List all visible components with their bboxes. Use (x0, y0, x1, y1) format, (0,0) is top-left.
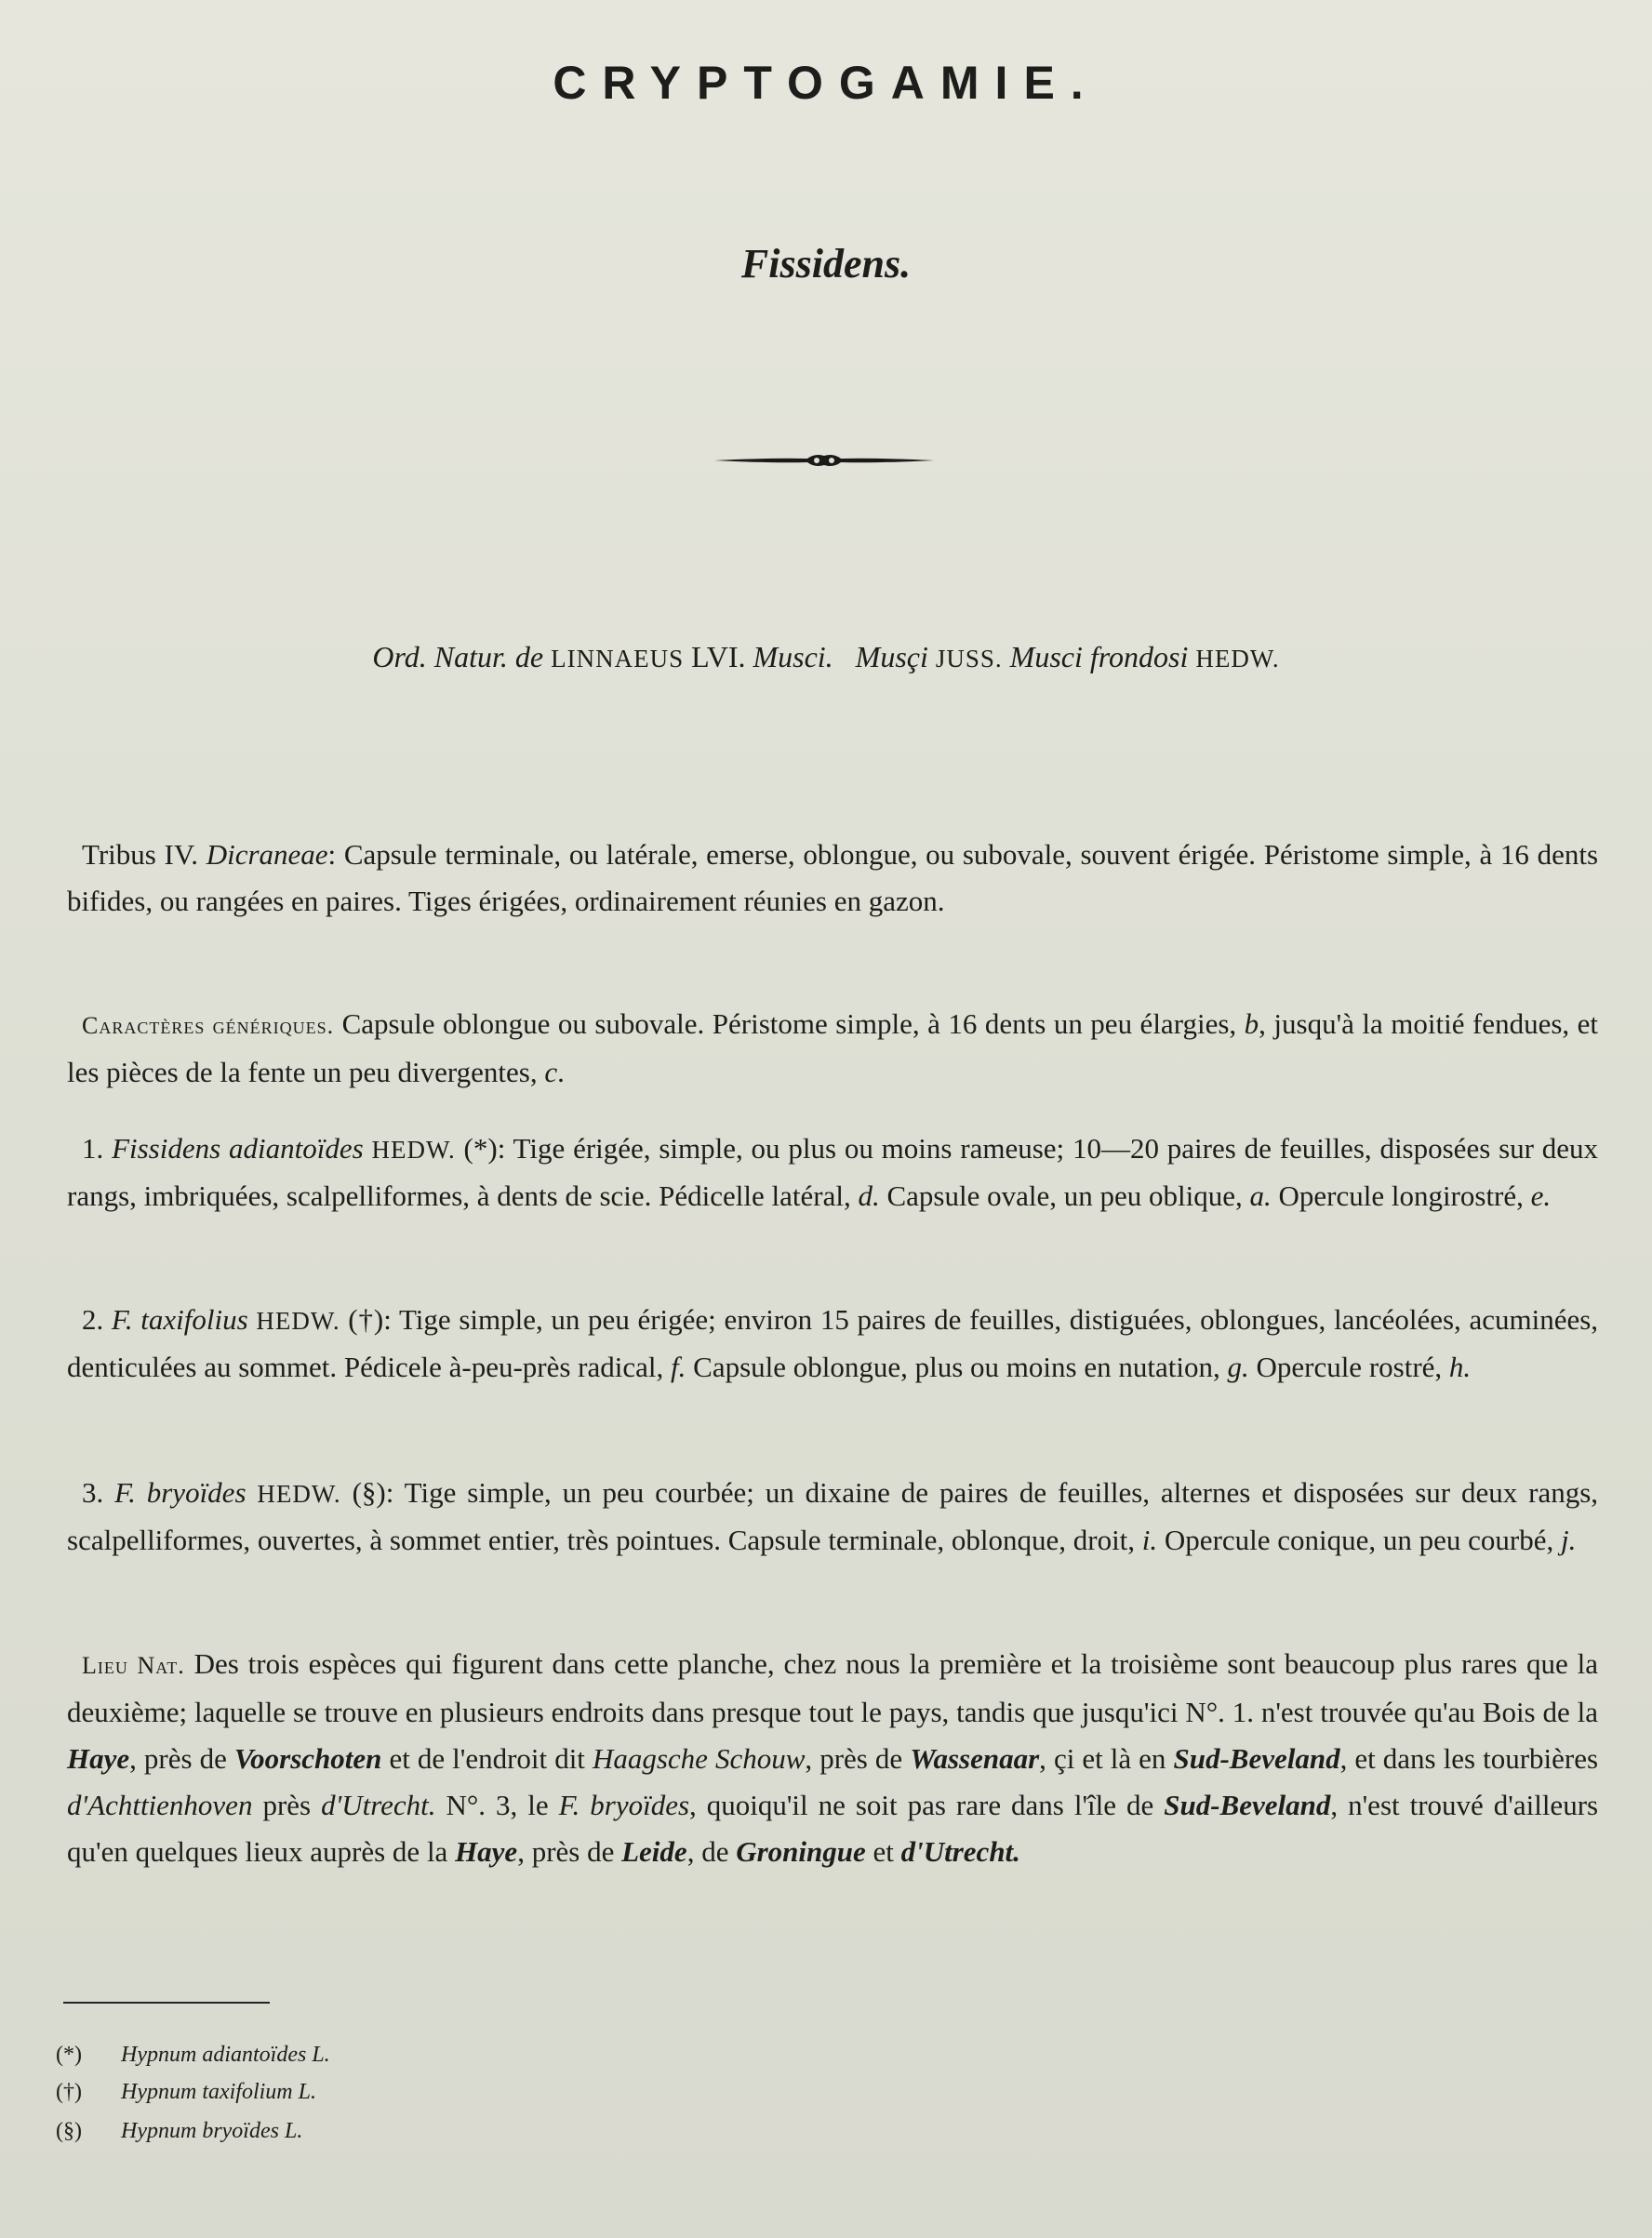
order-musci-frondosi: Musci frondosi (1009, 640, 1189, 673)
habitat-text-10: , n'est trouvé d'ailleurs qu'en quelques lieux auprès de la (67, 1789, 1599, 1868)
place-wassenaar: Wassenaar (910, 1742, 1040, 1775)
species-2-author: HEDW. (256, 1307, 340, 1335)
place-voorschoten: Voorschoten (233, 1742, 382, 1775)
order-label: Ord. Natur. de (372, 640, 544, 673)
order-juss: JUSS. (935, 645, 1003, 673)
species-1-name: Fissidens adiantoïdes (112, 1132, 364, 1165)
species-1-mark-e: e. (1530, 1179, 1552, 1212)
place-haye: Haye (67, 1742, 130, 1775)
species-2-number: 2. (82, 1303, 104, 1336)
habitat-text-7: près (262, 1789, 312, 1821)
order-hedw: HEDW. (1195, 645, 1280, 673)
place-achttienhoven: d'Achttienhoven (67, 1789, 253, 1821)
generic-heading: Caractères génériques. (82, 1012, 335, 1039)
species-2-note: (†) (348, 1303, 384, 1336)
habitat-text-5: , çi et là en (1039, 1742, 1166, 1775)
species-3-desc: : Tige simple, un peu courbée; un dixaine de paires de feuilles, alternes et disposées sur deux rangs, scalpelliformes, ouvertes, à sommet entier, très pointues. Capsule terminale, oblonque, droit, (67, 1476, 1599, 1556)
generic-characters-paragraph (67, 1001, 1598, 1096)
species-2-opercule: Opercule rostré, (1256, 1351, 1443, 1383)
species-1-mark-a: a. (1249, 1179, 1272, 1212)
species-2-mark-h: h. (1448, 1351, 1472, 1383)
footnote-2 (56, 2080, 316, 2105)
habitat-text-6: , et dans les tourbières (1339, 1742, 1599, 1775)
footnote-2-text: Hypnum taxifolium L. (121, 2080, 316, 2104)
habitat-text-1: Des trois espèces qui figurent dans cette planche, chez nous la première et la troisième sont beaucoup plus rares que la deuxième; laquelle se trouve en plusieurs endroits dans presque tout le pays, tandis que jusqu'ici N°. 1. n'est trouvée qu'au Bois de la (67, 1647, 1598, 1728)
habitat-text-11: , près de (517, 1835, 615, 1868)
species-ref-bryoides: F. bryoïdes (558, 1789, 690, 1821)
habitat-text-2: , près de (129, 1742, 227, 1775)
habitat-text-8: N°. 3, le (446, 1789, 549, 1821)
species-3-note: (§) (352, 1476, 386, 1509)
order-musci-juss: Musçi (855, 640, 928, 673)
species-3-paragraph (67, 1470, 1598, 1564)
footnote-divider (63, 2002, 270, 2004)
species-3-mark-j: j. (1561, 1524, 1577, 1556)
footnote-2-mark: (†) (56, 2080, 82, 2104)
footnote-3 (56, 2119, 302, 2144)
tribus-name: Dicraneae (206, 838, 328, 871)
species-1-note: (*) (463, 1132, 498, 1165)
species-2-capsule: Capsule oblongue, plus ou moins en nutation, (693, 1351, 1220, 1383)
footnote-1-text: Hypnum adiantoïdes L. (121, 2043, 330, 2067)
figure-mark-b: b (1244, 1007, 1259, 1040)
species-2-name: F. taxifolius (111, 1303, 248, 1336)
place-utrecht: d'Utrecht. (321, 1789, 436, 1821)
footnote-3-mark: (§) (56, 2119, 82, 2143)
species-3-mark-i: i. (1141, 1524, 1158, 1556)
place-haagsche-schouw: Haagsche Schouw (592, 1742, 806, 1775)
species-2-mark-g: g. (1227, 1351, 1249, 1383)
tribus-label: Tribus IV. (82, 838, 198, 871)
figure-mark-c: c (544, 1056, 558, 1088)
genus-title: Fissidens. (740, 241, 912, 286)
place-sud-beveland-2: Sud-Beveland (1164, 1789, 1331, 1821)
species-1-mark-d: d. (858, 1179, 880, 1212)
footnote-1 (56, 2043, 330, 2068)
page-title: CRYPTOGAMIE. (553, 57, 1099, 109)
place-sud-beveland: Sud-Beveland (1173, 1742, 1340, 1775)
species-2-mark-f: f. (671, 1351, 686, 1383)
order-musci: Musci. (753, 640, 833, 673)
place-leide: Leide (621, 1835, 687, 1868)
species-2-paragraph (67, 1297, 1598, 1391)
habitat-paragraph (67, 1641, 1598, 1875)
habitat-text-3: et de l'endroit dit (389, 1742, 585, 1775)
species-1-opercule: Opercule longirostré, (1278, 1179, 1524, 1212)
habitat-text-9: , quoiqu'il ne soit pas rare dans l'île de (689, 1789, 1154, 1821)
habitat-text-12: , de (686, 1835, 729, 1868)
habitat-heading: Lieu Nat. (82, 1652, 185, 1679)
generic-end: . (557, 1056, 565, 1088)
generic-text-2: , jusqu'à la moitié fendues, et les pièces de la fente un peu divergentes, (67, 1007, 1599, 1088)
place-groningue: Groningue (736, 1835, 866, 1868)
habitat-text-13: et (873, 1835, 894, 1868)
ornament-divider (714, 452, 934, 469)
order-line (0, 640, 1652, 674)
species-1-desc: : Tige érigée, simple, ou plus ou moins rameuse; 10—20 paires de feuilles, disposées sur deux rangs, imbriquées, scalpelliformes, à dents de scie. Pédicelle latéral, (67, 1132, 1599, 1212)
tribus-text: : Capsule terminale, ou latérale, emerse, oblongue, ou subovale, souvent érigée. Péristome simple, à 16 dents bifides, ou rangées en paires. Tiges érigées, ordinairement réunies en gazon. (67, 838, 1599, 917)
habitat-text-4: , près de (805, 1742, 903, 1775)
species-1-number: 1. (82, 1132, 104, 1165)
footnote-1-mark: (*) (56, 2043, 82, 2067)
species-3-name: F. bryoïdes (114, 1476, 246, 1509)
footnote-3-text: Hypnum bryoïdes L. (121, 2119, 303, 2143)
order-number: LVI. (691, 640, 746, 673)
species-1-capsule: Capsule ovale, un peu oblique, (886, 1179, 1243, 1212)
place-haye-2: Haye (455, 1835, 518, 1868)
species-2-desc: : Tige simple, un peu érigée; environ 15 paires de feuilles, distiguées, oblongues, lancéolées, acuminées, denticulées au sommet. Pédicele à-peu-près radical, (67, 1303, 1599, 1383)
species-3-author: HEDW. (257, 1480, 341, 1508)
place-utrecht-2: d'Utrecht. (900, 1835, 1020, 1868)
species-1-paragraph (67, 1126, 1598, 1219)
species-3-number: 3. (82, 1476, 104, 1509)
generic-text: Capsule oblongue ou subovale. Péristome simple, à 16 dents un peu élargies, (341, 1007, 1237, 1040)
order-linnaeus: LINNAEUS (551, 645, 685, 673)
species-3-opercule: Opercule conique, un peu courbé, (1164, 1524, 1554, 1556)
tribus-paragraph (67, 832, 1598, 925)
species-1-author: HEDW. (371, 1136, 456, 1164)
